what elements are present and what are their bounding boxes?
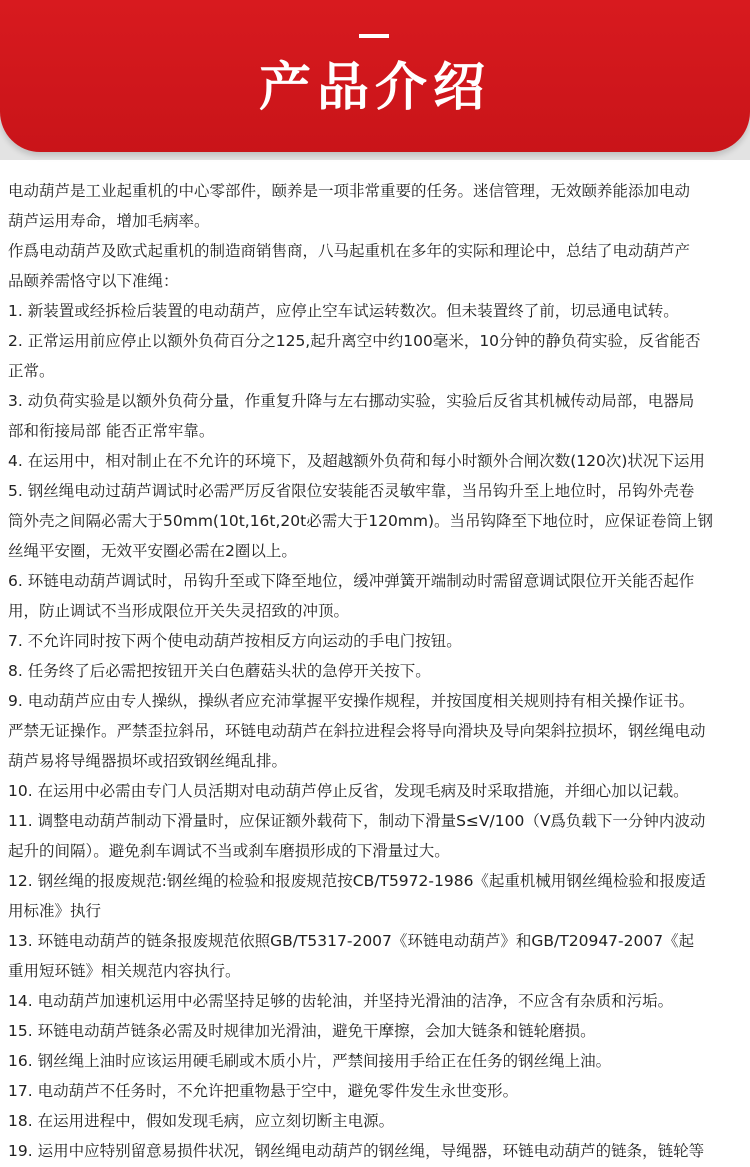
text-line: 17. 电动葫芦不任务时，不允许把重物悬于空中，避免零件发生永世变形。 xyxy=(8,1082,519,1100)
text-line: 11. 调整电动葫芦制动下滑量时，应保证额外载荷下，制动下滑量S≤V/100（V爲负载下一分钟内波动 xyxy=(8,812,706,830)
text-line: 用标准》执行 xyxy=(8,902,102,920)
text-line: 葫芦易将导绳器损坏或招致钢丝绳乱排。 xyxy=(8,752,288,770)
text-line: 5. 钢丝绳电动过葫芦调试时必需严厉反省限位安装能否灵敏牢靠，当吊钩升至上地位时，吊钩外壳卷 xyxy=(8,482,695,500)
text-line: 16. 钢丝绳上油时应该运用硬毛刷或木质小片，严禁间接用手给正在任务的钢丝绳上油。 xyxy=(8,1052,612,1070)
text-line: 筒外壳之间隔必需大于50mm(10t,16t,20t必需大于120mm)。当吊钩降至下地位时，应保证卷筒上钢 xyxy=(8,512,714,530)
text-line: 19. 运用中应特别留意易损件状况，钢丝绳电动葫芦的钢丝绳，导绳器，环链电动葫芦的链条，链轮等 xyxy=(8,1142,705,1160)
text-line: 电动葫芦是工业起重机的中心零部件，颐养是一项非常重要的任务。迷信管理，无效颐养能添加电动 xyxy=(8,182,691,200)
text-line: 品颐养需恪守以下准绳： xyxy=(8,272,179,290)
text-line: 2. 正常运用前应停止以额外负荷百分之125,起升离空中约100毫米，10分钟的静负荷实验，反省能否 xyxy=(8,332,701,350)
section-header-banner xyxy=(0,0,750,152)
text-line: 4. 在运用中，相对制止在不允许的环境下，及超越额外负荷和每小时额外合闸次数(120次)状况下运用 xyxy=(8,452,705,470)
text-line: 15. 环链电动葫芦链条必需及时规律加光滑油，避免干摩擦，会加大链条和链轮磨损。 xyxy=(8,1022,596,1040)
text-line: 3. 动负荷实验是以额外负荷分量，作重复升降与左右挪动实验，实验后反省其机械传动局部，电器局 xyxy=(8,392,695,410)
product-intro-text xyxy=(8,176,748,1166)
text-line: 正常。 xyxy=(8,362,55,380)
text-line: 丝绳平安圈，无效平安圈必需在2圈以上。 xyxy=(8,542,297,560)
text-line: 13. 环链电动葫芦的链条报废规范依照GB/T5317-2007《环链电动葫芦》和GB/T20947-2007《起 xyxy=(8,932,695,950)
text-line: 9. 电动葫芦应由专人操纵，操纵者应充沛掌握平安操作规程，并按国度相关规则持有相关操作证书。 xyxy=(8,692,695,710)
text-line: 7. 不允许同时按下两个使电动葫芦按相反方向运动的手电门按钮。 xyxy=(8,632,462,650)
text-line: 12. 钢丝绳的报废规范:钢丝绳的检验和报废规范按CB/T5972-1986《起重机械用钢丝绳检验和报废适 xyxy=(8,872,706,890)
text-line: 14. 电动葫芦加速机运用中必需坚持足够的齿轮油，并坚持光滑油的洁净，不应含有杂质和污垢。 xyxy=(8,992,674,1010)
text-line: 严禁无证操作。严禁歪拉斜吊，环链电动葫芦在斜拉进程会将导向滑块及导向架斜拉损坏，钢丝绳电动 xyxy=(8,722,706,740)
text-line: 起升的间隔）。避免刹车调试不当或刹车磨损形成的下滑量过大。 xyxy=(8,842,450,860)
text-line: 用，防止调试不当形成限位开关失灵招致的冲顶。 xyxy=(8,602,350,620)
text-line: 10. 在运用中必需由专门人员活期对电动葫芦停止反省，发现毛病及时采取措施，并细心加以记载。 xyxy=(8,782,689,800)
text-line: 18. 在运用进程中，假如发现毛病，应立刻切断主电源。 xyxy=(8,1112,395,1130)
text-line: 葫芦运用寿命，增加毛病率。 xyxy=(8,212,210,230)
text-line: 部和衔接局部 能否正常牢靠。 xyxy=(8,422,215,440)
header-dash-decoration xyxy=(359,34,389,38)
text-line: 6. 环链电动葫芦调试时，吊钩升至或下降至地位，缓冲弹簧开端制动时需留意调试限位开关能否起作 xyxy=(8,572,695,590)
text-line: 重用短环链》相关规范内容执行。 xyxy=(8,962,241,980)
text-line: 8. 任务终了后必需把按钮开关白色蘑菇头状的急停开关按下。 xyxy=(8,662,431,680)
text-line: 1. 新装置或经拆检后装置的电动葫芦，应停止空车试运转数次。但未装置终了前，切忌通电试转。 xyxy=(8,302,679,320)
text-line: 作爲电动葫芦及欧式起重机的制造商销售商，八马起重机在多年的实际和理论中，总结了电动葫芦产 xyxy=(8,242,691,260)
section-title: 产品介绍 xyxy=(258,57,491,118)
